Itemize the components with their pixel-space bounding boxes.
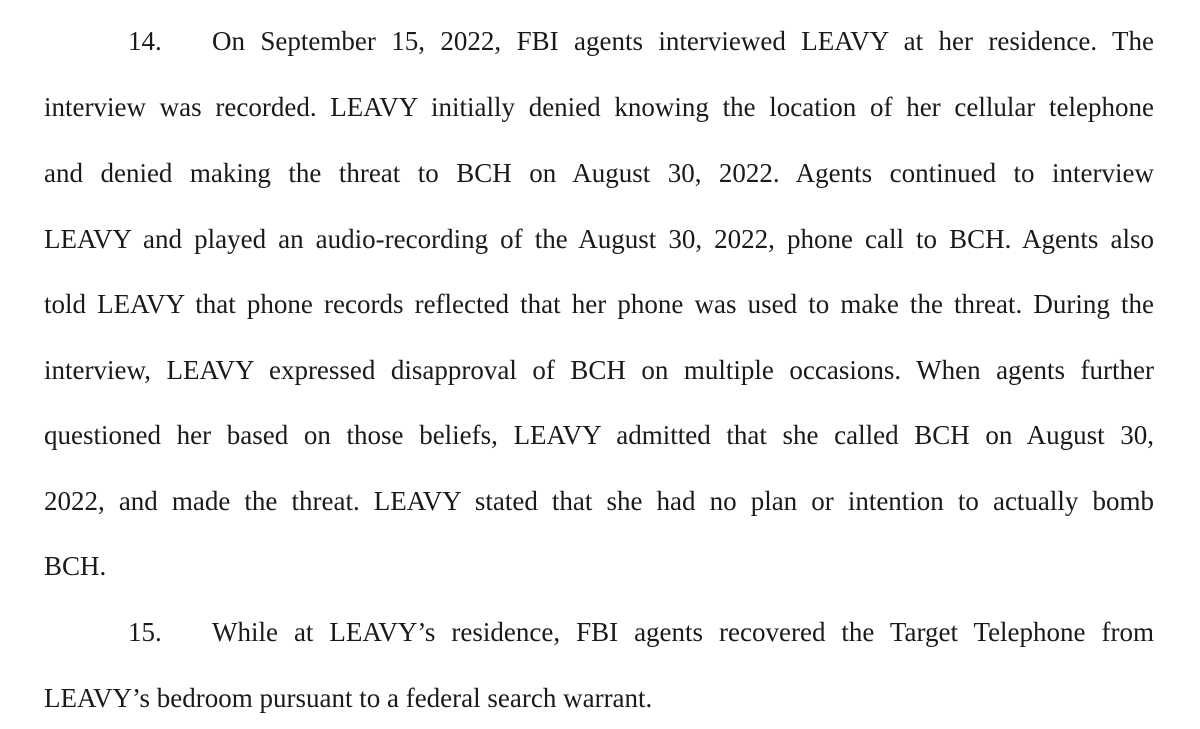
paragraph-text: On September 15, 2022, FBI agents interviewed LEAVY at her residence. The — [212, 26, 1154, 56]
paragraph-line: and denied making the threat to BCH on August 30, 2022. Agents continued to interview — [44, 158, 1154, 188]
paragraph-text: While at LEAVY’s residence, FBI agents recovered the Target Telephone from — [212, 617, 1154, 647]
paragraph-line: 2022, and made the threat. LEAVY stated that she had no plan or intention to actually bomb — [44, 486, 1154, 516]
paragraph-number: 14. — [128, 26, 162, 56]
paragraph-15-first-line — [128, 615, 1154, 649]
paragraph-line: interview was recorded. LEAVY initially denied knowing the location of her cellular telephone — [44, 92, 1154, 122]
paragraph-line: told LEAVY that phone records reflected that her phone was used to make the threat. During the — [44, 289, 1154, 319]
paragraph-line: BCH. — [44, 551, 107, 581]
paragraph-14-first-line — [128, 24, 1154, 58]
paragraph-line: questioned her based on those beliefs, LEAVY admitted that she called BCH on August 30, — [44, 420, 1154, 450]
paragraph-line: interview, LEAVY expressed disapproval of BCH on multiple occasions. When agents further — [44, 355, 1154, 385]
paragraph-number: 15. — [128, 617, 162, 647]
paragraph-line: LEAVY’s bedroom pursuant to a federal search warrant. — [44, 683, 653, 713]
paragraph-line: LEAVY and played an audio-recording of the August 30, 2022, phone call to BCH. Agents also — [44, 224, 1154, 254]
